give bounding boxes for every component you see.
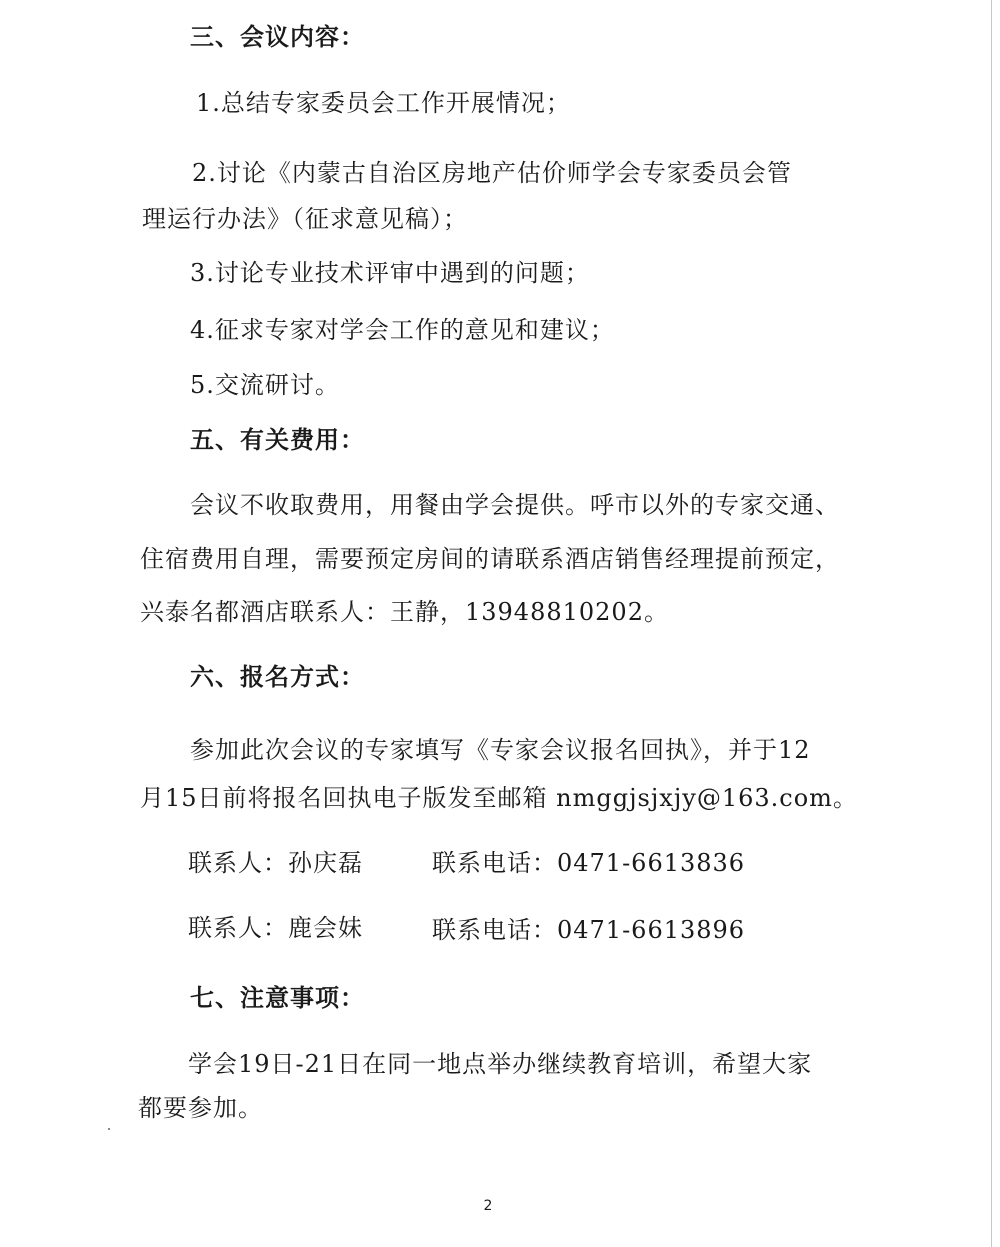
contact-phone-2: 联系电话：0471-6613896 — [432, 916, 746, 944]
registration-paragraph-line-1: 参加此次会议的专家填写《专家会议报名回执》，并于12 — [190, 736, 811, 764]
page-number: 2 — [483, 1198, 493, 1214]
agenda-item-2-continued: 理运行办法》（征求意见稿）； — [142, 205, 468, 233]
page-edge — [991, 0, 992, 1247]
section-heading-fees: 五、有关费用： — [190, 425, 365, 454]
agenda-item-4: 4.征求专家对学会工作的意见和建议； — [190, 316, 615, 344]
agenda-item-3: 3.讨论专业技术评审中遇到的问题； — [190, 259, 590, 287]
agenda-item-5: 5.交流研讨。 — [190, 371, 340, 399]
agenda-item-1: 1.总结专家委员会工作开展情况； — [196, 89, 571, 117]
contact-person-1: 联系人：孙庆磊 — [188, 849, 363, 877]
section-heading-meeting-content: 三、会议内容： — [190, 22, 365, 51]
fees-paragraph-line-2: 住宿费用自理，需要预定房间的请联系酒店销售经理提前预定， — [140, 545, 840, 573]
registration-paragraph-line-2: 月15日前将报名回执电子版发至邮箱 nmggjsjxjy@163.com。 — [140, 784, 858, 812]
agenda-item-2: 2.讨论《内蒙古自治区房地产估价师学会专家委员会管 — [192, 159, 792, 187]
fees-paragraph-line-3: 兴泰名都酒店联系人：王静，13948810202。 — [140, 598, 669, 626]
contact-person-2: 联系人：鹿会妹 — [188, 914, 363, 942]
notes-paragraph-line-2: 都要参加。 — [138, 1094, 263, 1122]
section-heading-registration: 六、报名方式： — [190, 662, 365, 691]
contact-phone-1: 联系电话：0471-6613836 — [432, 849, 746, 877]
scan-speck — [108, 1128, 110, 1130]
section-heading-notes: 七、注意事项： — [190, 983, 365, 1012]
notes-paragraph-line-1: 学会19日-21日在同一地点举办继续教育培训，希望大家 — [188, 1050, 813, 1078]
fees-paragraph-line-1: 会议不收取费用，用餐由学会提供。呼市以外的专家交通、 — [190, 491, 840, 519]
